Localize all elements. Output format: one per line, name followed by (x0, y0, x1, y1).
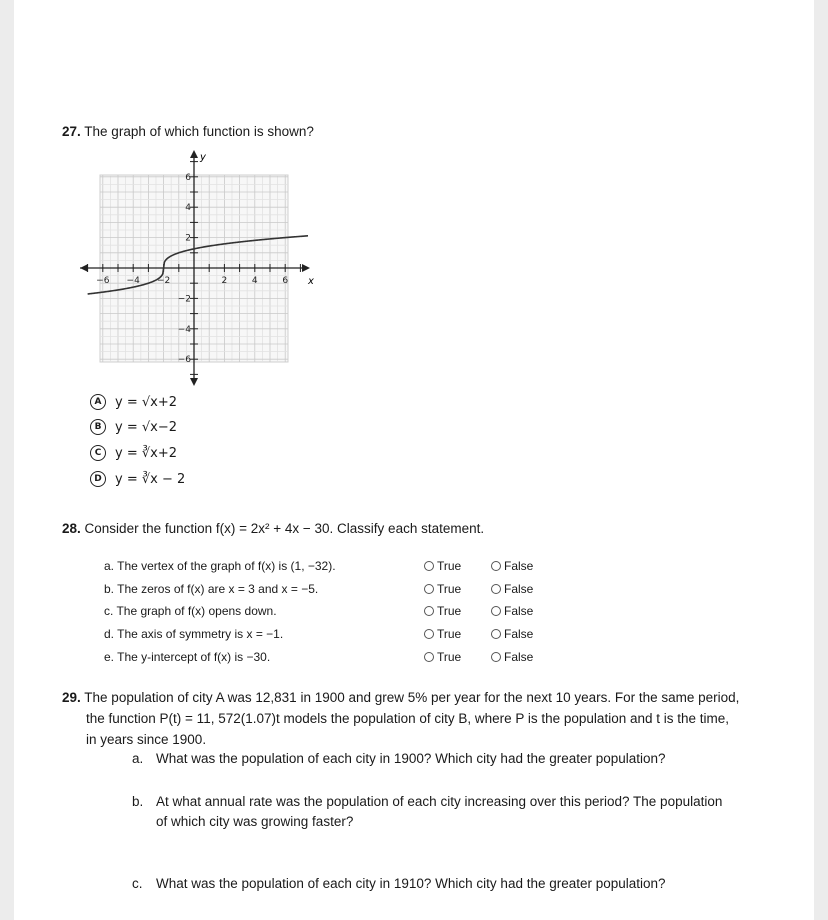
y-tick-label: 4 (185, 203, 191, 214)
y-axis-up-arrow (190, 150, 198, 158)
x-tick-label: −2 (156, 276, 171, 286)
x-axis-left-arrow (80, 264, 88, 272)
true-label: True (437, 604, 462, 618)
choice-d-expression: y = ∛x − 2 (115, 471, 186, 487)
choice-a-letter: A (90, 394, 106, 410)
question-29-text-2: the function P(t) = 11, 572(1.07)t models the population of city B, where P is the population and t is the time, (86, 711, 730, 726)
statement-row (104, 559, 564, 579)
question-28-title (62, 521, 484, 536)
question-29-text-1: The population of city A was 12,831 in 1900 and grew 5% per year for the next 10 years. For the same period, (84, 690, 740, 705)
radio-icon (424, 629, 434, 639)
part-a-text: What was the population of each city in 1900? Which city had the greater population? (156, 751, 666, 766)
radio-icon (491, 584, 501, 594)
statement-b-true-option[interactable] (424, 582, 461, 596)
false-label: False (504, 604, 534, 618)
statement-a: a. The vertex of the graph of f(x) is (1, −32). (104, 559, 336, 573)
choice-c-letter: C (90, 445, 106, 461)
question-27-number: 27. (62, 124, 81, 139)
statement-a-true-option[interactable] (424, 559, 461, 573)
question-29 (62, 687, 782, 750)
function-graph (60, 148, 320, 393)
question-29-number: 29. (62, 690, 81, 705)
radio-icon (491, 606, 501, 616)
part-a-label: a. (132, 751, 144, 766)
part-b-label: b. (132, 794, 144, 809)
statement-d-false-option[interactable] (491, 627, 533, 641)
question-29-line-1 (62, 687, 782, 708)
true-label: True (437, 582, 462, 596)
answer-choice-a[interactable] (90, 394, 177, 410)
y-tick-label: −4 (177, 324, 191, 335)
part-b-text-2: of which city was growing faster? (156, 814, 354, 829)
statement-e-true-option[interactable] (424, 650, 461, 664)
statement-row (104, 650, 564, 670)
part-c-label: c. (132, 876, 143, 891)
question-29-part-a (132, 749, 782, 769)
true-label: True (437, 559, 462, 573)
part-c-text: What was the population of each city in 1910? Which city had the greater population? (156, 876, 666, 891)
choice-d-letter: D (90, 471, 106, 487)
y-tick-label: 6 (185, 172, 191, 183)
question-28-text: Consider the function f(x) = 2x² + 4x − 30. Classify each statement. (84, 521, 485, 536)
true-label: True (437, 650, 462, 664)
statement-b: b. The zeros of f(x) are x = 3 and x = −5. (104, 582, 319, 596)
radio-icon (491, 561, 501, 571)
statement-d: d. The axis of symmetry is x = −1. (104, 627, 284, 641)
statement-e-false-option[interactable] (491, 650, 533, 664)
x-tick-label: 2 (221, 276, 228, 286)
statement-a-false-option[interactable] (491, 559, 533, 573)
x-axis-label: x (308, 276, 314, 287)
y-tick-label: −2 (177, 294, 191, 305)
statement-c-true-option[interactable] (424, 604, 461, 618)
question-29-part-c (132, 874, 782, 894)
question-28-number: 28. (62, 521, 81, 536)
statement-c: c. The graph of f(x) opens down. (104, 604, 277, 618)
x-tick-label: −4 (126, 276, 140, 286)
radio-icon (491, 652, 501, 662)
statement-e: e. The y-intercept of f(x) is −30. (104, 650, 271, 664)
answer-choice-b[interactable] (90, 419, 177, 435)
false-label: False (504, 582, 534, 596)
y-tick-label: 2 (185, 233, 191, 244)
true-label: True (437, 627, 462, 641)
radio-icon (491, 629, 501, 639)
x-tick-label: −6 (96, 276, 110, 286)
statement-b-false-option[interactable] (491, 582, 533, 596)
choice-c-expression: y = ∛x+2 (115, 445, 177, 461)
statement-row (104, 604, 564, 624)
radio-icon (424, 606, 434, 616)
answer-choice-d[interactable] (90, 471, 185, 487)
statement-c-false-option[interactable] (491, 604, 533, 618)
statement-row (104, 582, 564, 602)
question-29-text-3: in years since 1900. (86, 732, 207, 747)
radio-icon (424, 584, 434, 594)
choice-b-expression: y = √x−2 (115, 419, 177, 435)
y-tick-label: −6 (177, 355, 191, 366)
radio-icon (424, 561, 434, 571)
y-axis-down-arrow (190, 378, 198, 386)
false-label: False (504, 650, 534, 664)
choice-a-expression: y = √x+2 (115, 394, 177, 410)
radio-icon (424, 652, 434, 662)
y-axis-label: y (200, 152, 206, 163)
false-label: False (504, 627, 534, 641)
x-axis-right-arrow (302, 264, 310, 272)
false-label: False (504, 559, 534, 573)
part-b-text-1: At what annual rate was the population of each city increasing over this period? The population (156, 794, 723, 809)
question-29-part-b (132, 792, 782, 832)
question-27-text: The graph of which function is shown? (84, 124, 314, 139)
x-tick-label: 4 (251, 276, 258, 286)
question-27-title (62, 124, 314, 139)
choice-b-letter: B (90, 419, 106, 435)
x-tick-label: 6 (282, 276, 289, 286)
statement-row (104, 627, 564, 647)
answer-choice-c[interactable] (90, 445, 177, 461)
statement-d-true-option[interactable] (424, 627, 461, 641)
worksheet-page (14, 0, 814, 920)
